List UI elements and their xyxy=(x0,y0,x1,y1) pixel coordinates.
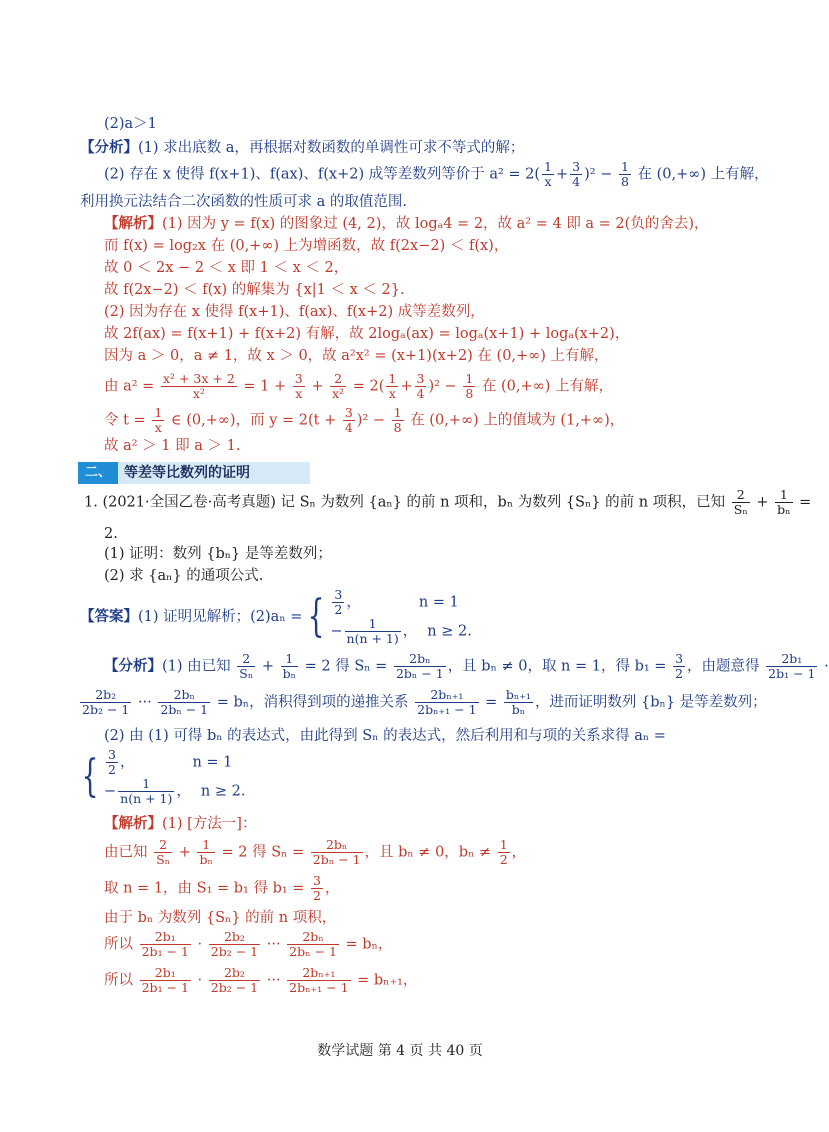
text-line: (2) 存在 x 使得 f(x+1)、f(ax)、f(x+2) 成等差数列等价于 a² = 2( $\frac{1}{x}$ + $\frac{3}{4}$ )² − $\frac{1}{8}$ 在 (0,+∞) 上有解， xyxy=(104,159,769,189)
problem-part: (2) 求 {aₙ} 的通项公式. xyxy=(104,568,264,584)
solution-line: 故 0 ＜ 2x − 2 ＜ x 即 1 ＜ x ＜ 2， xyxy=(104,260,349,276)
analysis-line: 【分析】(1) 由已知 $\frac{2}{\text{Sₙ}}$ + $\frac{1}{\text{bₙ}}$ = 2 得 Sₙ = $\frac{\text{2bₙ}}{\text{2bₙ − 1}}$ ，且 bₙ ≠ 0，取 n = 1，得 b₁ = $\frac{3}{2}$ ，由题意得 $\frac{\text{2b₁}}{\text{2b₁ − 1}}$ · xyxy=(104,651,829,681)
solution-line: 故 a² ＞ 1 即 a ＞ 1. xyxy=(104,438,241,454)
solution-line: 而 f(x) = log₂x 在 (0,+∞) 上为增函数，故 f(2x−2) ＜ f(x)， xyxy=(104,238,509,254)
solution-line: 所以 $\frac{\text{2b₁}}{\text{2b₁ − 1}}$ · $\frac{\text{2b₂}}{\text{2b₂ − 1}}$ ··· $\frac{\text{2bₙ}}{\text{2bₙ − 1}}$ = bₙ， xyxy=(104,929,393,959)
section-title: 等差等比数列的证明 xyxy=(124,465,250,481)
text-line: 利用换元法结合二次函数的性质可求 a 的取值范围. xyxy=(80,194,407,210)
solution-line: 由于 bₙ 为数列 {Sₙ} 的前 n 项积， xyxy=(104,910,337,926)
solution-line: (2) 因为存在 x 使得 f(x+1)、f(ax)、f(x+2) 成等差数列， xyxy=(104,304,485,320)
fraction: $\frac{1}{8}$ xyxy=(620,159,629,189)
analysis-line: (2) 由 (1) 可得 bₙ 的表达式，由此得到 Sₙ 的表达式，然后利用和与项的关系求得 aₙ = xyxy=(104,728,666,744)
solution-line: 由已知 $\frac{2}{\text{Sₙ}}$ + $\frac{1}{\text{bₙ}}$ = 2 得 Sₙ = $\frac{\text{2bₙ}}{\text{2bₙ − 1}}$ ，且 bₙ ≠ 0，bₙ ≠ $\frac{1}{2}$ ， xyxy=(104,837,527,867)
fraction: $\frac{1}{x}$ xyxy=(544,159,552,189)
solution-line: 故 2f(ax) = f(x+1) + f(x+2) 有解，故 2logₐ(ax) = logₐ(x+1) + logₐ(x+2)， xyxy=(104,326,630,342)
solution-line: 【解析】(1) [方法一]： xyxy=(104,815,257,832)
problem-statement: 1. (2021·全国乙卷·高考真题) 记 Sₙ 为数列 {aₙ} 的前 n 项和，bₙ 为数列 {Sₙ} 的前 n 项积，已知 $\frac{2}{\text{Sₙ}}$ + $\frac{1}{\text{bₙ}}$ = xyxy=(84,487,812,517)
solution-line: 【解析】(1) 因为 y = f(x) 的图象过 (4, 2)，故 logₐ4 = 2，故 a² = 4 即 a = 2(负的舍去)， xyxy=(104,215,709,232)
solution-line: 取 n = 1，由 S₁ = b₁ 得 b₁ = $\frac{3}{2}$ ， xyxy=(104,873,340,903)
solution-line: 故 f(2x−2) ＜ f(x) 的解集为 {x|1 ＜ x ＜ 2}. xyxy=(104,282,405,298)
problem-statement: 2. xyxy=(104,526,118,542)
analysis-line: $\frac{\text{2b₂}}{\text{2b₂ − 1}}$ ··· $\frac{\text{2bₙ}}{\text{2bₙ − 1}}$ = bₙ，消积得到项的递推关系 $\frac{\text{2bₙ₊₁}}{\text{2bₙ₊₁ − 1}}$ = $\frac{\text{bₙ₊₁}}{\text{bₙ}}$ ，进而证明数列 {bₙ} 是等差数列； xyxy=(82,687,767,717)
solution-line: 令 t = $\frac{1}{x}$ ∈ (0,+∞)，而 y = 2(t + $\frac{3}{4}$ )² − $\frac{1}{8}$ 在 (0,+∞) 上的值域为 (1,+∞)， xyxy=(104,405,625,435)
fraction: $\frac{3}{4}$ xyxy=(572,159,581,189)
solution-line: 所以 $\frac{\text{2b₁}}{\text{2b₁ − 1}}$ · $\frac{\text{2b₂}}{\text{2b₂ − 1}}$ ··· $\frac{\text{2bₙ₊₁}}{\text{2bₙ₊₁ − 1}}$ = bₙ₊₁， xyxy=(104,965,418,995)
analysis-cases: { $\frac{3}{2}$ ， n = 1 − $\frac{1}{n(n + 1)}$ ， n ≥ 2. xyxy=(81,747,246,806)
section-number: 二、 xyxy=(78,462,118,484)
analysis-line: 【分析】(1) 求出底数 a，再根据对数函数的单调性可求不等式的解； xyxy=(80,139,525,156)
solution-line: 因为 a ＞ 0，a ≠ 1，故 x ＞ 0，故 a²x² = (x+1)(x+2) 在 (0,+∞) 上有解， xyxy=(104,348,609,364)
problem-part: (1) 证明：数列 {bₙ} 是等差数列； xyxy=(104,546,332,562)
solution-line: 由 a² = $\frac{\text{x² + 3x + 2}}{\text{x²}}$ = 1 + $\frac{3}{x}$ + $\frac{2}{\text{x²}}$ = 2( $\frac{1}{x}$ + $\frac{3}{4}$ )² − $\frac{1}{8}$ 在 (0,+∞) 上有解， xyxy=(104,371,613,401)
page-footer: 数学试题 第 4 页 共 40 页 xyxy=(317,1043,483,1059)
answer-line: 【答案】(1) 证明见解析；(2)aₙ = { $\frac{3}{2}$ ， n = 1 − $\frac{1}{n(n + 1)}$ ， n ≥ 2. xyxy=(80,587,472,646)
cases: $\frac{3}{2}$ ， n = 1 − $\frac{1}{n(n + 1)}$ ， n ≥ 2. xyxy=(330,587,472,646)
text-line: (2)a＞1 xyxy=(104,116,157,132)
